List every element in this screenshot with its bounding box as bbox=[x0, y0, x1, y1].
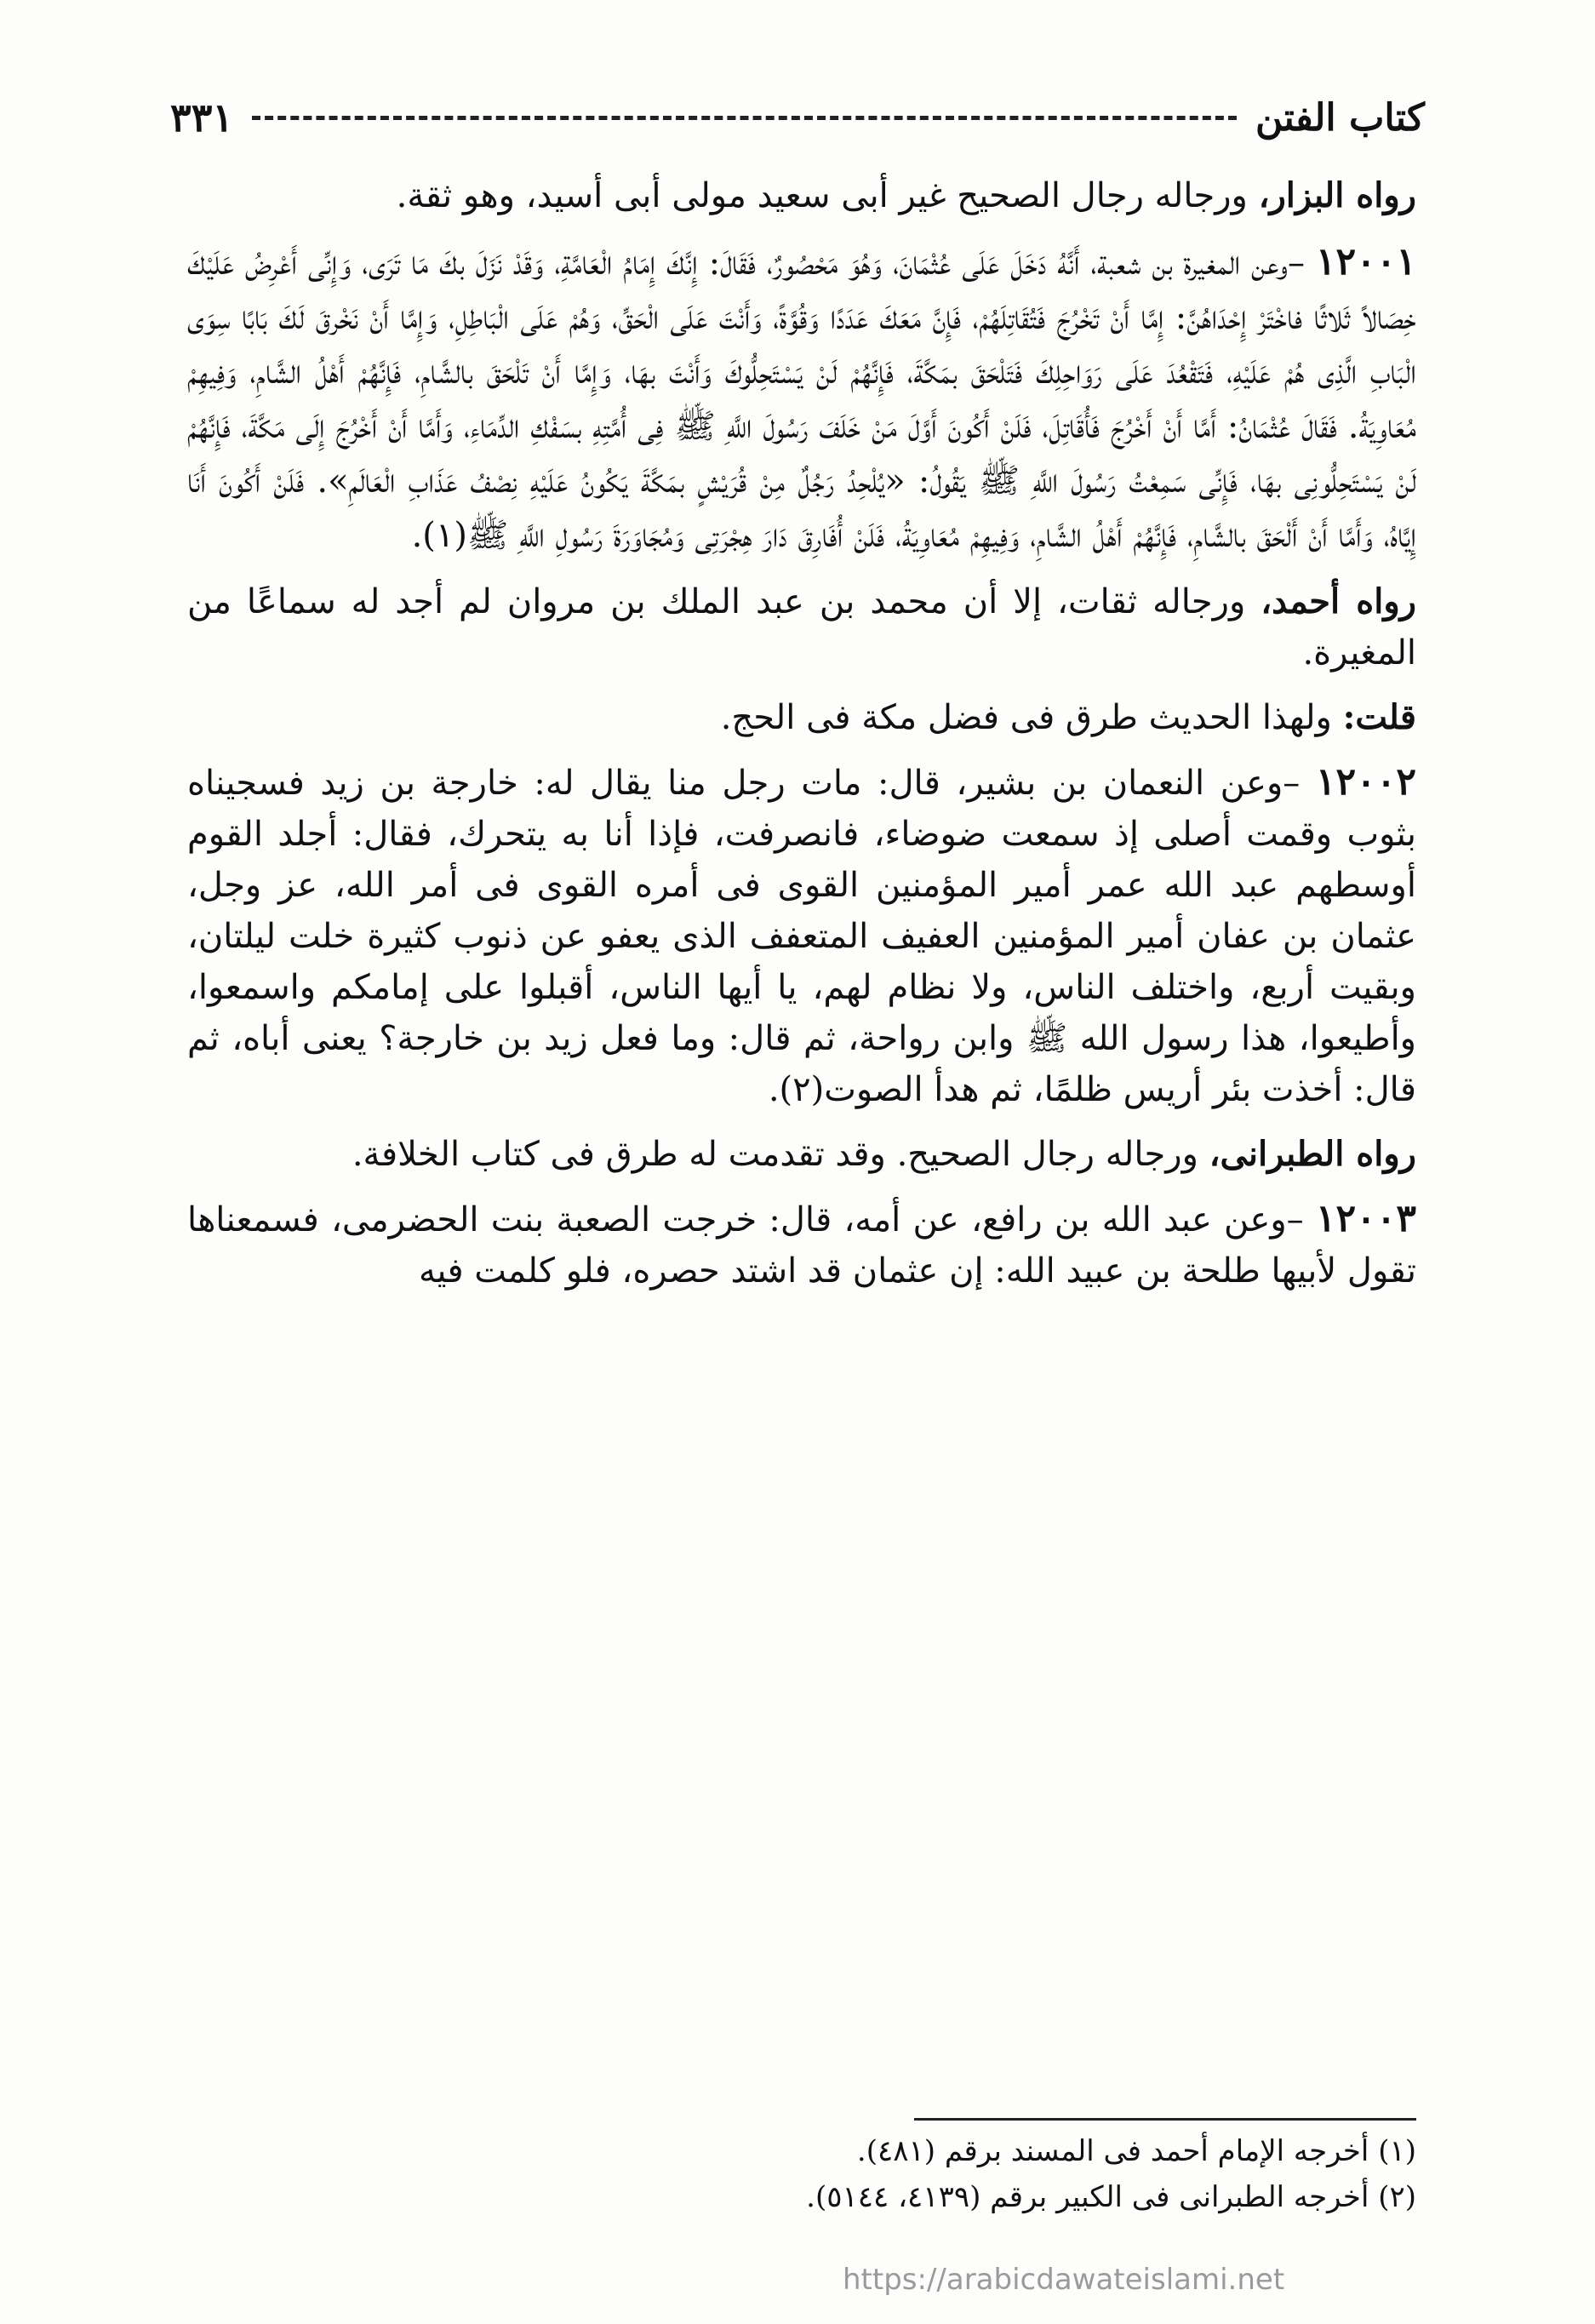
narrator-lead: رواه البزار، bbox=[1258, 175, 1416, 215]
running-title: كتاب الفتن bbox=[1255, 95, 1425, 140]
hadith-text: –وعن عبد الله بن رافع، عن أمه، قال: خرجت الصعبة بنت الحضرمى، فسمعناها تقول لأبيها طلحة بن عبيد الله: إن عثمان قد اشتد حصره، فلو كلمت فيه bbox=[187, 1200, 1416, 1291]
hadith-number: ١٢٠٠٢ bbox=[1315, 760, 1416, 804]
paragraph-text: ولهذا الحديث طرق فى فضل مكة فى الحج. bbox=[720, 698, 1343, 737]
paragraph-tabarani-note bbox=[187, 1129, 1416, 1180]
paragraph-ahmad-note bbox=[187, 576, 1416, 678]
paragraph-text: ورجاله رجال الصحيح غير أبى سعيد مولى أبى أسيد، وهو ثقة. bbox=[396, 176, 1259, 215]
footnote-rule bbox=[914, 2118, 1416, 2121]
watermark-url: https://arabicdawateislami.net bbox=[843, 2263, 1285, 2297]
qultu-lead: قلت: bbox=[1342, 697, 1416, 737]
page-body bbox=[187, 170, 1416, 1310]
footnote-2: (٢) أخرجه الطبرانى فى الكبير برقم (٤١٣٩، ٥١٤٤). bbox=[806, 2180, 1416, 2214]
page-number: ٣٣١ bbox=[170, 94, 234, 140]
hadith-number: ١٢٠٠١ bbox=[1315, 240, 1416, 283]
hadith-12003 bbox=[187, 1193, 1416, 1297]
page-header bbox=[170, 92, 1425, 143]
hadith-number: ١٢٠٠٣ bbox=[1315, 1197, 1416, 1240]
narrator-lead: رواه الطبرانى، bbox=[1209, 1134, 1416, 1174]
narrator-lead: رواه أحمد، bbox=[1261, 581, 1416, 621]
paragraph-bazzar-note bbox=[187, 170, 1416, 221]
hadith-12002 bbox=[187, 757, 1416, 1115]
header-dashed-rule bbox=[252, 116, 1237, 120]
footnotes bbox=[187, 2128, 1416, 2220]
paragraph-qultu-note bbox=[187, 692, 1416, 743]
footnote-1: (١) أخرجه الإمام أحمد فى المسند برقم (٤٨١). bbox=[856, 2134, 1416, 2168]
paragraph-text: ورجاله ثقات، إلا أن محمد بن عبد الملك بن مروان لم أجد له سماعًا من المغيرة. bbox=[187, 582, 1416, 673]
hadith-text: –وعن النعمان بن بشير، قال: مات رجل منا يقال له: خارجة بن زيد فسجيناه بثوب وقمت أصلى إذ سمعت ضوضاء، فانصرفت، فإذا أنا به يتحرك، فقال: أجلد القوم أوسطهم عبد الله عمر أمير المؤمنين القوى فى أمره القوى فى أمر الله، عز وجل، عثمان بن عفان أمير المؤمنين العفيف المتعفف الذى يعفو عن ذنوب كثيرة خلت ليلتان، وبقيت أربع، واختلف الناس، ولا نظام لهم، يا أيها الناس، أقبلوا على إمامكم واسمعوا، وأطيعوا، هذا رسول الله ﷺ وابن رواحة، ثم قال: وما فعل زيد بن خارجة؟ يعنى أباه، ثم قال: أخذت بئر أريس ظلمًا، ثم هدأ الصوت(٢). bbox=[187, 764, 1416, 1109]
hadith-12001 bbox=[187, 235, 1416, 563]
hadith-text: –وعن المغيرة بن شعبة، أَنَّهُ دَخَلَ عَلَى عُثْمَانَ، وَهُوَ مَحْصُورٌ، فَقَالَ: إِنَّكَ إِمَامُ الْعَامَّةِ، وَقَدْ نَزَلَ بكَ مَا تَرَى، وَإِنِّى أَعْرِضُ عَلَيْكَ خِصَالاً ثَلاثًا فاخْتَرْ إِحْدَاهُنَّ: إِمَّا أَنْ تَخْرُجَ فَتُقَاتِلَهُمْ، فَإِنَّ مَعَكَ عَدَدًا وَقُوَّةً، وَأَنْتَ عَلَى الْحَقِّ، وَهُمْ عَلَى الْبَاطِلِ، وَإِمَّا أَنْ نَخْرقَ لَكَ بَابًا سِوَى الْبَابِ الَّذِى هُمْ عَلَيْهِ، فَتَقْعُدَ عَلَى رَوَاحِلِكَ فَتَلْحَقَ بمَكَّةَ، فَإِنَّهُمْ لَنْ يَسْتَحِلُّوكَ وَأَنْتَ بهَا، وَإِمَّا أَنْ تَلْحَقَ بالشَّامِ، فَإِنَّهُمْ أَهْلُ الشَّامِ، وَفِيهِمْ مُعَاوِيَةُ. فَقَالَ عُثْمَانُ: أَمَّا أَنْ أَخْرُجَ فَأُقَاتِلَ، فَلَنْ أَكُونَ أَوَّلَ مَنْ خَلَفَ رَسُولَ اللَّهِ ﷺ فِى أُمَّتِهِ بسَفْكِ الدِّمَاءِ، وَأَمَّا أَنْ أَخْرُجَ إِلَى مَكَّةَ، فَإِنَّهُمْ لَنْ يَسْتَحِلُّونِى بهَا، فَإِنِّى سَمِعْتُ رَسُولَ اللَّهِ ﷺ يَقُولُ: «يُلْحِدُ رَجُلٌ مِنْ قُرَيْشٍ بمَكَّةَ يَكُونُ عَلَيْهِ نِصْفُ عَذَابِ الْعَالَمِ». فَلَنْ أَكُونَ أَنَا إِيَّاهُ، وَأَمَّا أَنْ أَلْحَقَ بالشَّامِ، فَإِنَّهُمْ أَهْلُ الشَّامِ، وَفِيهِمْ مُعَاوِيَةُ، فَلَنْ أُفَارِقَ دَارَ هِجْرَتِى وَمُجَاوَرَةَ رَسُولِ اللَّهِ ﷺ(١). bbox=[187, 243, 1416, 555]
paragraph-text: ورجاله رجال الصحيح. وقد تقدمت له طرق فى كتاب الخلافة. bbox=[352, 1135, 1209, 1174]
